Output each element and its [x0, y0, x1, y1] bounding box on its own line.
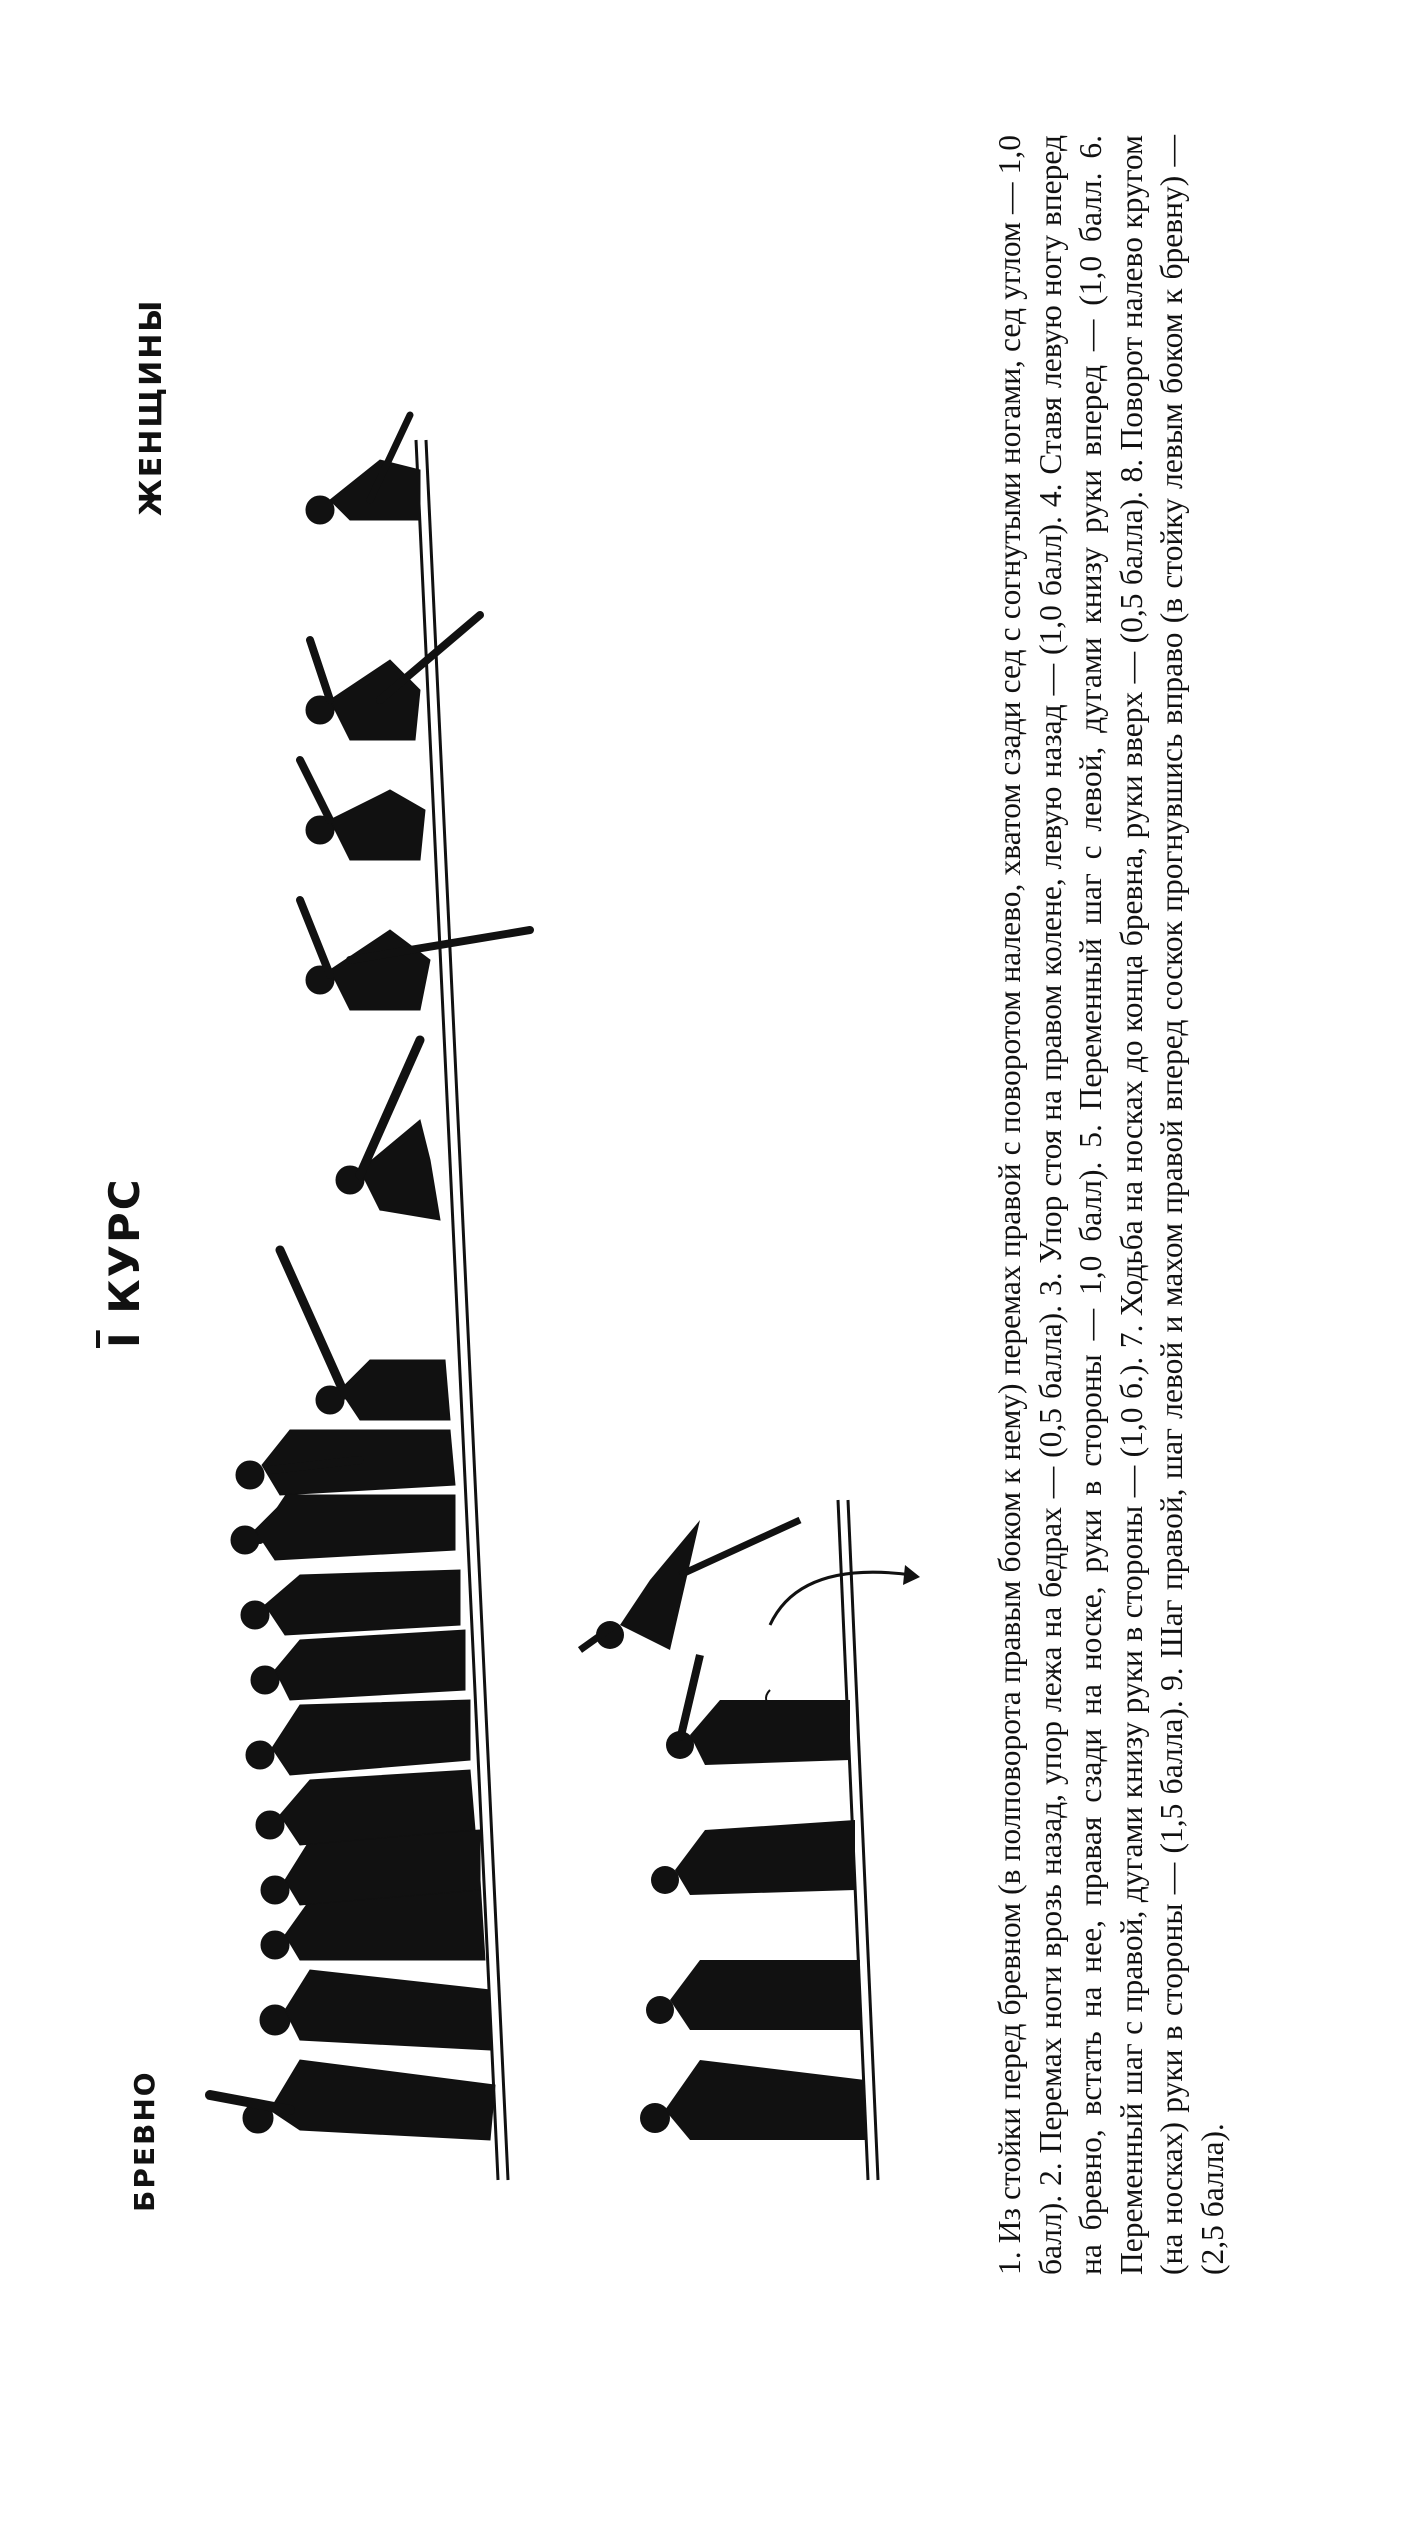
lower-figures — [580, 1520, 865, 2140]
apparatus-title: БРЕВНО — [128, 2070, 161, 2212]
course-word: КУРС — [100, 1177, 149, 1314]
description-text: 1. Из стойки перед бревном (в полповорота правым боком к нему) перемах правой с поворотом налево, хватом сзади сед с согнутыми ногами, сед углом — 1,0 балл). 2. Перемах ноги врозь назад, упор лежа на бедрах — (0,5 балла). 3. Упор стоя на правом колене, левую назад — (1,0 балл). 4. Ставя левую ногу вперед на бревно, встать на нее, правая сзади на носке, руки в стороны — 1,0 балл). 5. Переменный шаг с левой, дугами книзу руки вперед — (1,0 балл. 6. Переменный шаг с правой, дугами книзу руки в стороны — (1,0 б.). 7. Ходьба на носках до конца бревна, руки вверх — (0,5 балла). 8. Поворот налево кругом (на носках) руки в стороны — (1,5 балла). 9. Шаг правой, шаг левой и махом правой вперед соскок прогнувшись вправо (в стойку левым боком к бревну) — (2,5 балла). — [992, 135, 1230, 2275]
upper-figures — [210, 415, 530, 2140]
exercise-description — [990, 135, 1234, 2275]
course-numeral: $\overline{I}$ — [100, 1330, 149, 1348]
group-title: ЖЕНЩИНЫ — [134, 298, 169, 516]
